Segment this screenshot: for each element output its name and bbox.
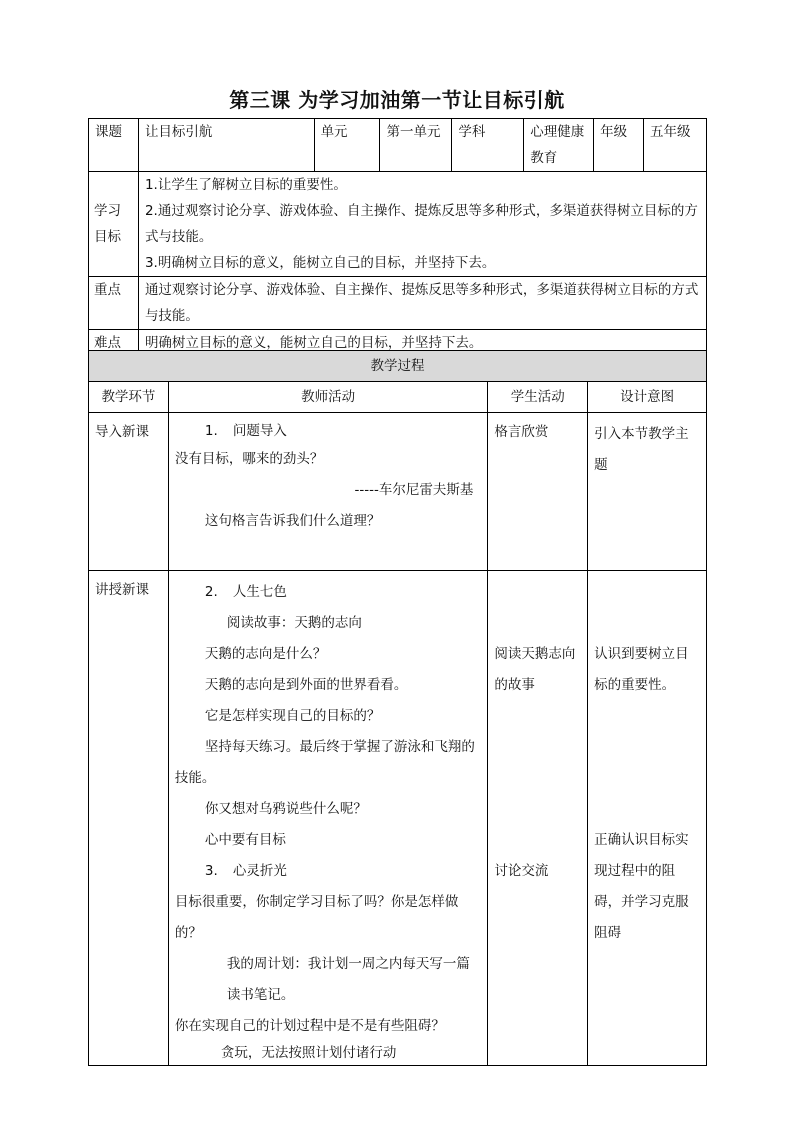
difficulty-label: 难点 xyxy=(89,330,139,357)
section-title: 心灵折光 xyxy=(232,863,287,879)
goals-content xyxy=(138,172,706,277)
story-title: 阅读故事：天鹅的志向 xyxy=(226,615,362,631)
intro-question: 这句格言告诉我们什么道理？ xyxy=(204,513,381,529)
teacher-line: 你在实现自己的计划过程中是不是有些阻碍？ xyxy=(174,1018,445,1034)
section-title: 人生七色 xyxy=(232,584,287,600)
teacher-line: 目标很重要，你制定学习目标了吗？你是怎样做的？ xyxy=(174,894,459,941)
key-point-label: 重点 xyxy=(89,277,139,330)
student-activity: 讨论交流 xyxy=(494,863,549,879)
topic-label: 课题 xyxy=(89,119,139,172)
teacher-line: 你又想对乌鸦说些什么呢？ xyxy=(204,801,367,817)
intro-num: 1. xyxy=(204,423,218,439)
intro-student: 格言欣赏 xyxy=(488,413,588,571)
lesson-info-table xyxy=(88,118,707,357)
teach-stage: 讲授新课 xyxy=(89,571,169,1066)
goal-item: 3.明确树立目标的意义，能树立自己的目标，并坚持下去。 xyxy=(144,255,496,271)
intro-quote: 没有目标，哪来的劲头？ xyxy=(174,451,324,467)
teach-student xyxy=(488,571,588,1066)
subject-value: 心理健康教育 xyxy=(524,119,594,172)
intro-stage: 导入新课 xyxy=(89,413,169,571)
teach-teacher xyxy=(168,571,487,1066)
header-stage: 教学环节 xyxy=(89,382,169,413)
teach-intent xyxy=(588,571,707,1066)
goals-label: 学习目标 xyxy=(89,172,139,277)
subject-label: 学科 xyxy=(452,119,524,172)
teacher-line: 它是怎样实现自己的目标的？ xyxy=(204,708,381,724)
goal-item: 1.让学生了解树立目标的重要性。 xyxy=(144,177,347,193)
intro-author: -----车尔尼雷夫斯基 xyxy=(354,482,474,498)
teacher-line: 心中要有目标 xyxy=(204,832,286,848)
unit-label: 单元 xyxy=(314,119,380,172)
unit-value: 第一单元 xyxy=(380,119,452,172)
teacher-line: 天鹅的志向是到外面的世界看看。 xyxy=(204,677,408,693)
document-title: 第三课 为学习加油第一节让目标引航 xyxy=(229,88,565,112)
header-teacher: 教师活动 xyxy=(168,382,487,413)
process-heading: 教学过程 xyxy=(89,351,707,382)
section-num: 3. xyxy=(204,863,218,879)
grade-label: 年级 xyxy=(594,119,644,172)
teacher-line: 坚持每天练习。最后终于掌握了游泳和飞翔的技能。 xyxy=(174,739,475,786)
design-intent: 认识到要树立目标的重要性。 xyxy=(594,646,689,693)
intro-title: 问题导入 xyxy=(232,423,287,439)
grade-value: 五年级 xyxy=(644,119,707,172)
design-intent: 正确认识目标实现过程中的阻碍，并学习克服阻碍 xyxy=(594,832,689,941)
difficulty-text: 明确树立目标的意义，能树立自己的目标，并坚持下去。 xyxy=(138,330,706,357)
teaching-process-table xyxy=(88,350,707,1066)
intro-teacher xyxy=(168,413,487,571)
key-point-text: 通过观察讨论分享、游戏体验、自主操作、提炼反思等多种形式，多渠道获得树立目标的方式与技能。 xyxy=(138,277,706,330)
teacher-line: 我的周计划：我计划一周之内每天写一篇读书笔记。 xyxy=(226,956,470,1003)
student-activity: 阅读天鹅志向的故事 xyxy=(494,646,576,693)
section-num: 2. xyxy=(204,584,218,600)
intro-intent: 引入本节教学主题 xyxy=(588,413,707,571)
teacher-line: 贪玩，无法按照计划付诸行动 xyxy=(220,1045,397,1061)
topic-value: 让目标引航 xyxy=(138,119,314,172)
teacher-line: 天鹅的志向是什么？ xyxy=(204,646,327,662)
header-student: 学生活动 xyxy=(488,382,588,413)
goal-item: 2.通过观察讨论分享、游戏体验、自主操作、提炼反思等多种形式，多渠道获得树立目标的方式与技能。 xyxy=(144,203,698,245)
header-intent: 设计意图 xyxy=(588,382,707,413)
